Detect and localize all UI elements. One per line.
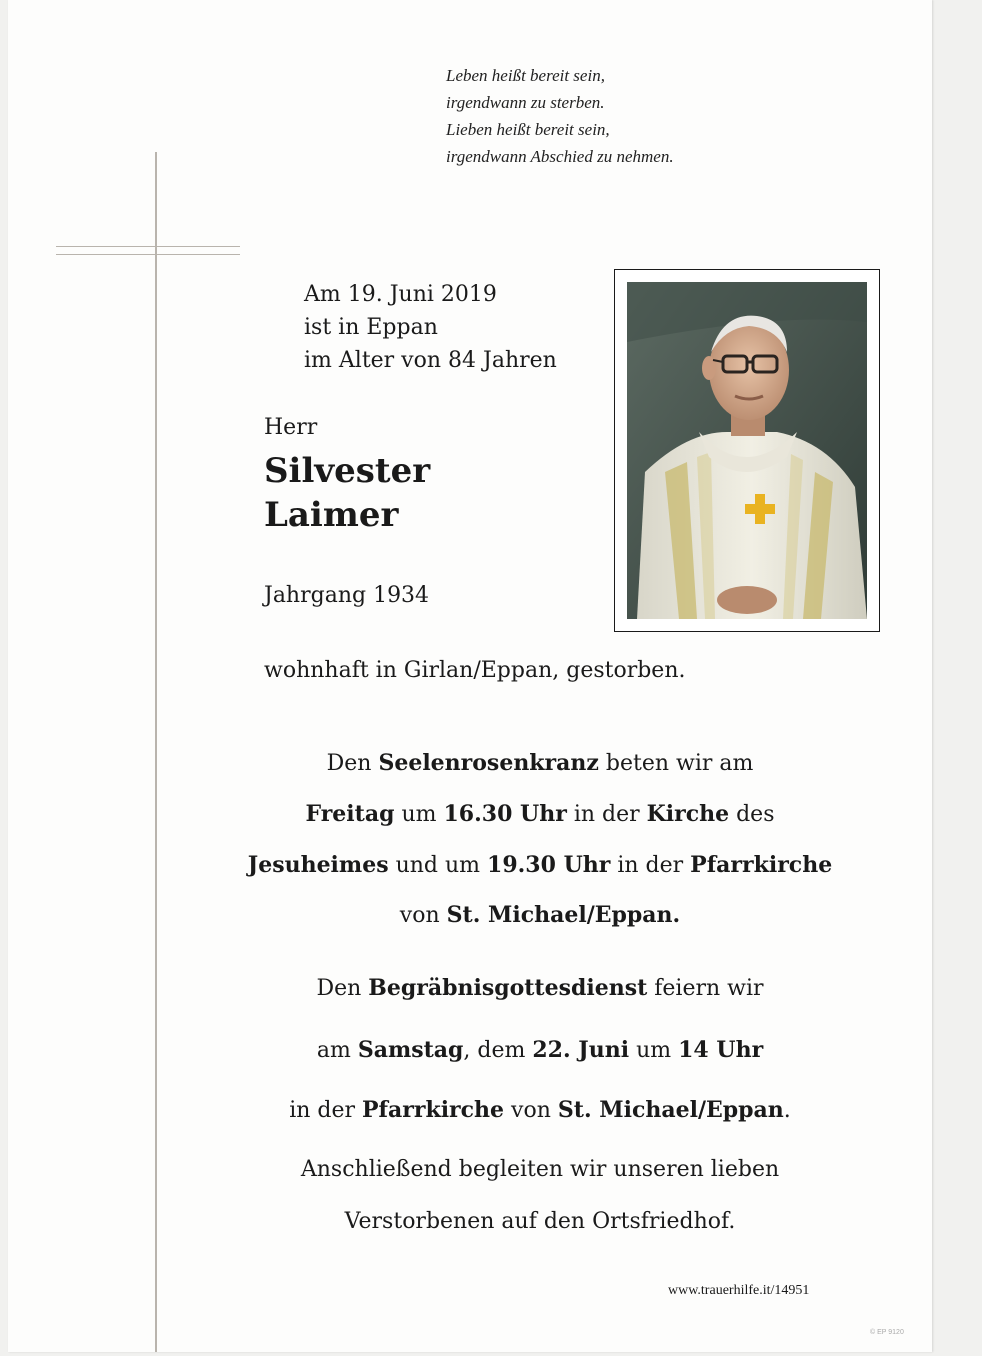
- intro-line: ist in Eppan: [304, 315, 438, 340]
- text-segment: von: [504, 1098, 558, 1123]
- emphasized-text: 14 Uhr: [678, 1037, 764, 1063]
- text-segment: des: [729, 802, 775, 827]
- emphasized-text: St. Michael/Eppan: [557, 1097, 784, 1123]
- text-segment: beten wir am: [598, 751, 754, 776]
- rosary-line: [150, 899, 930, 932]
- salutation: Herr: [264, 415, 318, 440]
- intro-line: im Alter von 84 Jahren: [304, 348, 557, 373]
- portrait-frame: [614, 269, 880, 632]
- rosary-line: [150, 849, 930, 882]
- emphasized-text: Freitag: [305, 801, 395, 827]
- poem-line: Leben heißt bereit sein,: [446, 66, 605, 85]
- closing-line: Anschließend begleiten wir unseren lieben: [300, 1157, 780, 1182]
- birth-year: Jahrgang 1934: [264, 583, 430, 608]
- emphasized-text: Kirche: [646, 801, 730, 827]
- poem-line: irgendwann zu sterben.: [446, 93, 605, 112]
- death-notice-intro: [304, 278, 557, 377]
- emphasized-text: Pfarrkirche: [362, 1097, 505, 1123]
- text-segment: in der: [610, 853, 691, 878]
- emphasized-text: St. Michael/Eppan.: [446, 902, 681, 928]
- emphasized-text: Pfarrkirche: [690, 852, 833, 878]
- intro-line: Am 19. Juni 2019: [304, 282, 497, 307]
- text-segment: Den: [316, 976, 369, 1001]
- text-segment: um: [394, 802, 444, 827]
- last-name: Laimer: [264, 495, 399, 535]
- rosary-line: [150, 798, 930, 831]
- text-segment: am: [316, 1038, 358, 1063]
- text-segment: von: [399, 903, 447, 928]
- cross-horizontal-line: [56, 246, 240, 255]
- funeral-line: [150, 1094, 930, 1127]
- deceased-name: [264, 449, 430, 537]
- text-segment: und um: [388, 853, 488, 878]
- emphasized-text: 22. Juni: [532, 1037, 630, 1063]
- poem: [446, 62, 674, 170]
- text-segment: Den: [326, 751, 379, 776]
- poem-line: irgendwann Abschied zu nehmen.: [446, 147, 674, 166]
- emphasized-text: Seelenrosenkranz: [378, 750, 599, 776]
- poem-line: Lieben heißt bereit sein,: [446, 120, 610, 139]
- residence-line: wohnhaft in Girlan/Eppan, gestorben.: [264, 658, 686, 683]
- funeral-line: [150, 972, 930, 1005]
- closing-line: Verstorbenen auf den Ortsfriedhof.: [344, 1209, 736, 1234]
- emphasized-text: Samstag: [357, 1037, 464, 1063]
- emphasized-text: 16.30 Uhr: [443, 801, 567, 827]
- text-segment: in der: [289, 1098, 363, 1123]
- portrait-photo: [627, 282, 867, 619]
- emphasized-text: Jesuheimes: [247, 852, 389, 878]
- rosary-line: [150, 747, 930, 780]
- footer-url[interactable]: www.trauerhilfe.it/14951: [668, 1283, 810, 1298]
- first-name: Silvester: [264, 451, 431, 491]
- text-segment: feiern wir: [647, 976, 764, 1001]
- emphasized-text: 19.30 Uhr: [487, 852, 611, 878]
- footer-code: © EP 9120: [870, 1329, 904, 1336]
- text-segment: in der: [566, 802, 647, 827]
- text-segment: , dem: [463, 1038, 533, 1063]
- funeral-line: [150, 1034, 930, 1067]
- text-segment: .: [783, 1098, 791, 1123]
- emphasized-text: Begräbnisgottesdienst: [368, 975, 648, 1001]
- text-segment: um: [629, 1038, 679, 1063]
